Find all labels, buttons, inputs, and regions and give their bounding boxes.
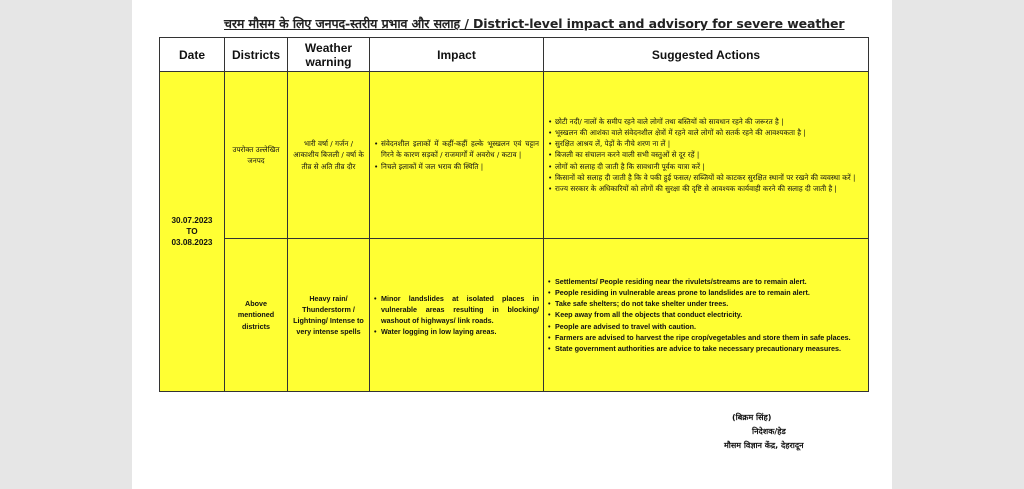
- action-item: • Settlements/ People residing near the rivulets/streams are to remain alert.: [548, 276, 864, 287]
- action-item: • राज्य सरकार के अधिकारियों को लोगों की सुरक्षा की दृष्टि से आवश्यक कार्यवाही करने की सलाह दी जाती है |: [548, 183, 864, 194]
- action-item: • भूस्खलन की आशंका वाले संवेदनशील क्षेत्रों में रहने वाले लोगों को सतर्क रहने की आवश्यकता है |: [548, 127, 864, 138]
- impact-cell-hindi: [370, 72, 544, 239]
- impact-item: • निचले इलाकों में जल भराव की स्थिति |: [374, 161, 539, 172]
- table-row-english: [160, 239, 869, 392]
- signatory-name: (बिक्रम सिंह): [732, 413, 772, 422]
- impact-item: • Water logging in low laying areas.: [374, 326, 539, 337]
- warning-cell-hindi: भारी वर्षा / गर्जन / आकाशीय बिजली / वर्षा के तीव्र से अति तीव्र दौर: [288, 72, 370, 239]
- impact-cell-english: [370, 239, 544, 392]
- warning-cell-english: Heavy rain/ Thunderstorm / Lightning/ Intense to very intense spells: [288, 239, 370, 392]
- header-date: Date: [160, 38, 225, 72]
- action-item: • Take safe shelters; do not take shelter under trees.: [548, 298, 864, 309]
- action-item: • छोटी नदी/ नालों के समीप रहने वाले लोगों तथा बस्तियों को सावधान रहने की जरूरत है |: [548, 116, 864, 127]
- action-item: • Keep away from all the objects that conduct electricity.: [548, 309, 864, 320]
- date-range-cell: [160, 72, 225, 392]
- document-title: चरम मौसम के लिए जनपद-स्तरीय प्रभाव और सलाह / District-level impact and advisory for severe weather: [224, 16, 845, 31]
- signatory-office: मौसम विज्ञान केंद्र, देहरादून: [724, 441, 804, 450]
- action-item: • Farmers are advised to harvest the ripe crop/vegetables and store them in safe places.: [548, 332, 864, 343]
- advisory-table: [159, 37, 869, 392]
- signatory-designation: निदेशक/हेड: [752, 427, 786, 436]
- action-item: • People residing in vulnerable areas prone to landslides are to remain alert.: [548, 287, 864, 298]
- action-item: • लोगों को सलाह दी जाती है कि सावधानी पूर्वक यात्रा करें |: [548, 161, 864, 172]
- header-impact: Impact: [370, 38, 544, 72]
- action-item: • People are advised to travel with caution.: [548, 321, 864, 332]
- signature-block: [720, 411, 870, 453]
- districts-cell-english: Above mentioned districts: [225, 239, 288, 392]
- header-row: [160, 38, 869, 72]
- table-row-hindi: [160, 72, 869, 239]
- impact-item: • संवेदनशील इलाकों में कहीं-कहीं हल्के भूस्खलन एवं चट्टान गिरने के कारण सड़कों / राजमार्गों में अवरोध / कटाव |: [374, 138, 539, 160]
- date-from: 30.07.2023: [171, 215, 213, 225]
- action-item: • बिजली का संचालन करने वाली सभी वस्तुओं से दूर रहें |: [548, 149, 864, 160]
- action-item: • सुरक्षित आश्रय लें, पेड़ों के नीचे शरण ना लें |: [548, 138, 864, 149]
- header-weather-warning: Weather warning: [288, 38, 370, 72]
- date-to-word: TO: [186, 226, 198, 236]
- actions-cell-english: [544, 239, 869, 392]
- date-to: 03.08.2023: [171, 238, 213, 248]
- districts-cell-hindi: उपरोक्त उल्लेखित जनपद: [225, 72, 288, 239]
- header-suggested-actions: Suggested Actions: [544, 38, 869, 72]
- impact-item: • Minor landslides at isolated places in vulnerable areas resulting in blocking/ washout of highways/ link roads.: [374, 293, 539, 326]
- action-item: • State government authorities are advice to take necessary precautionary measures.: [548, 343, 864, 354]
- action-item: • किसानों को सलाह दी जाती है कि वे पकी हुई फसल/ सब्जियों को काटकर सुरक्षित स्थानों पर रखने की व्यवस्था करें |: [548, 172, 864, 183]
- actions-cell-hindi: [544, 72, 869, 239]
- header-districts: Districts: [225, 38, 288, 72]
